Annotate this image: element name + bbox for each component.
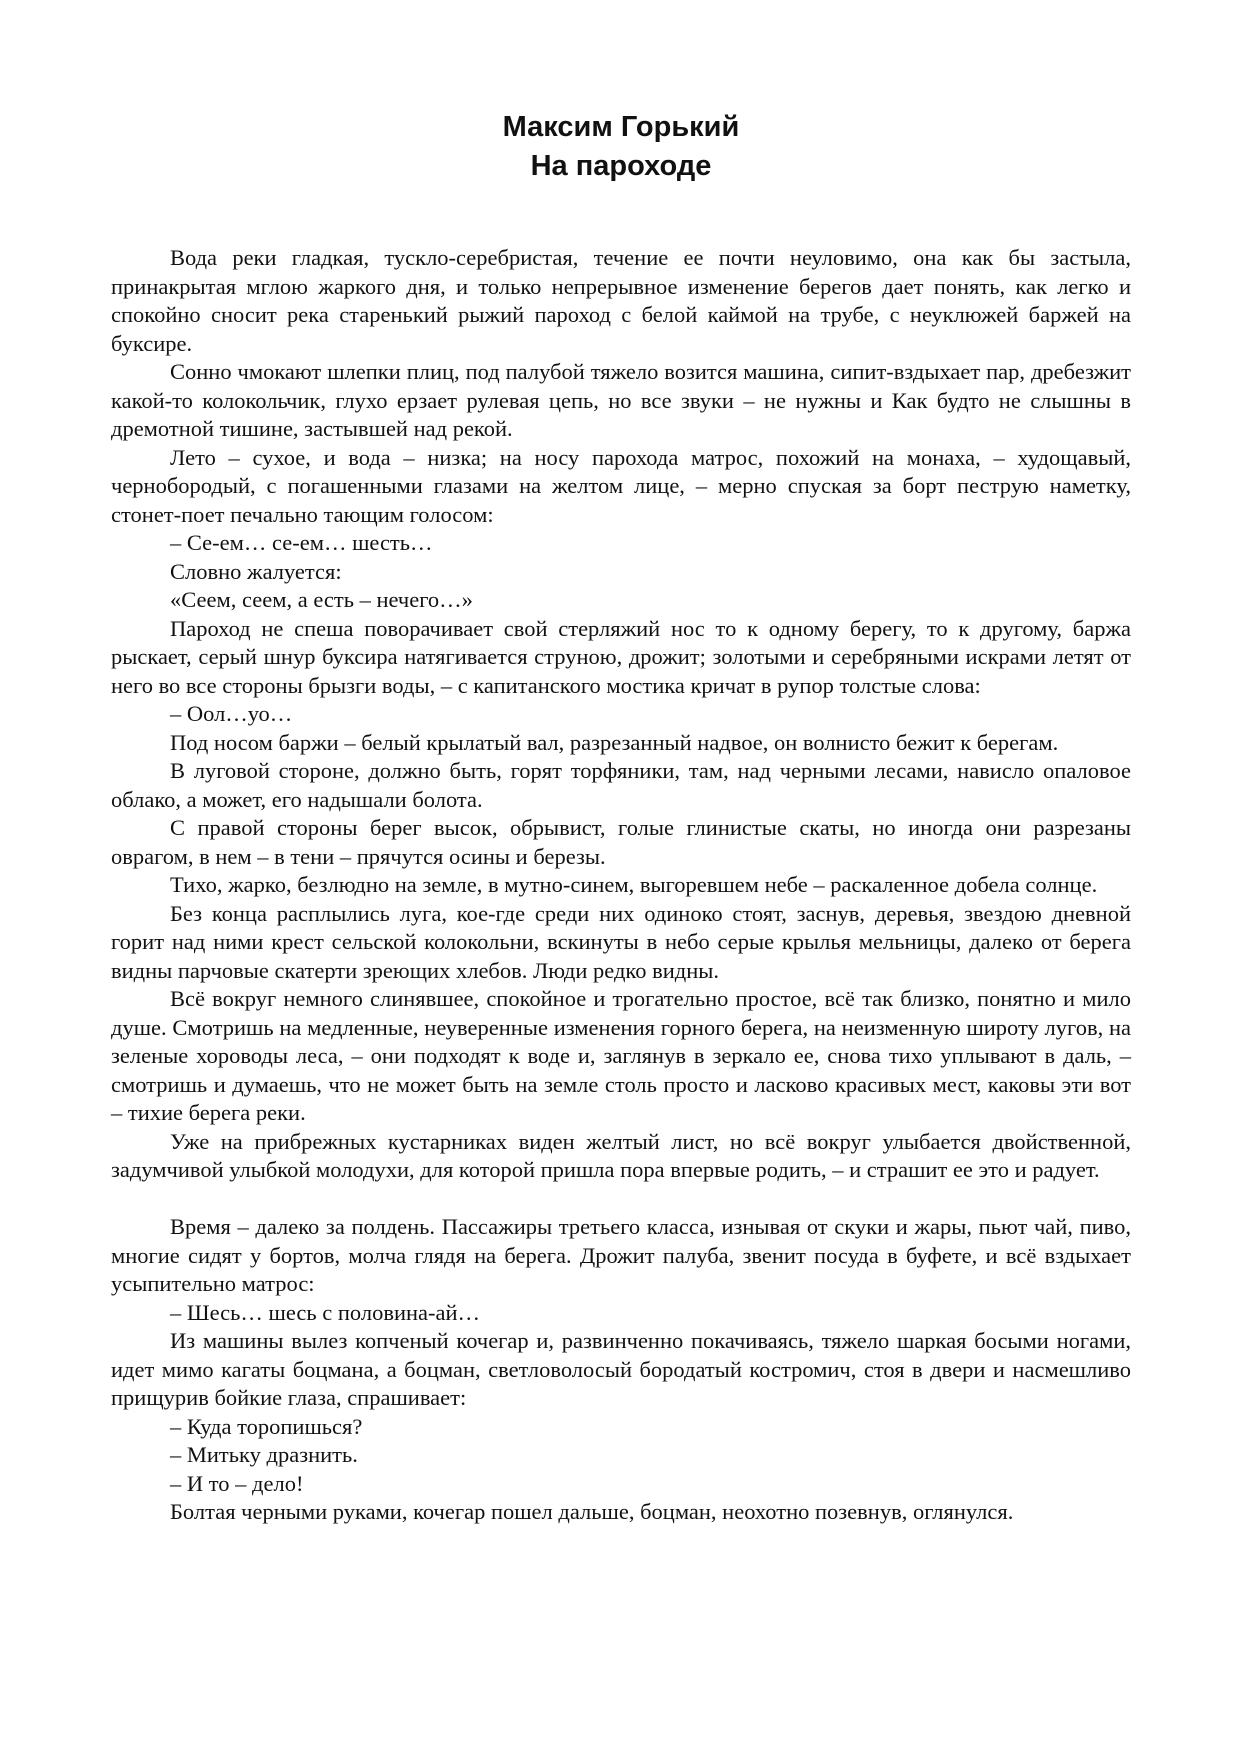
paragraph: Под носом баржи – белый крылатый вал, разрезанный надвое, он волнисто бежит к берегам. (170, 729, 1059, 755)
dialogue-line: – Оол…уо… (170, 701, 293, 726)
paragraph: В луговой стороне, должно быть, горят торфяники, там, над черными лесами, нависло опаловое облако, а может, его надышали болота. (111, 758, 1131, 812)
paragraph: Время – далеко за полдень. Пассажиры третьего класса, изнывая от скуки и жары, пьют чай, пиво, многие сидят у бортов, молча глядя на берега. Дрожит палуба, звенит посуда в буфете, и всё вздыхает усыпительно матрос: (111, 1214, 1131, 1296)
paragraph: Всё вокруг немного слинявшее, спокойное и трогательно простое, всё так близко, понятно и мило душе. Смотришь на медленные, неуверенные изменения горного берега, на неизменную широту лугов, на зеленые хороводы леса, – они подходят к воде и, заглянув в зеркало ее, снова тихо уплывают в даль, – смотришь и думаешь, что не может быть на земле столь просто и ласково красивых мест, каковы эти вот – тихие берега реки. (111, 986, 1131, 1125)
dialogue-line: – И то – дело! (170, 1470, 304, 1496)
paragraph: Тихо, жарко, безлюдно на земле, в мутно-синем, выгоревшем небе – раскаленное добела солнце. (170, 872, 1098, 897)
paragraph: Из машины вылез копченый кочегар и, развинченно покачиваясь, тяжело шаркая босыми ногами, идет мимо кагаты боцмана, а боцман, светловолосый бородатый костромич, стоя в двери и насмешливо прищурив бойкие глаза, спрашивает: (111, 1328, 1131, 1410)
paragraph: Уже на прибрежных кустарниках виден желтый лист, но всё вокруг улыбается двойственной, задумчивой улыбкой молодухи, для которой пришла пора впервые родить, – и страшит ее это и радует. (111, 1128, 1131, 1182)
paragraph: Словно жалуется: (170, 558, 342, 584)
document-header (0, 108, 1242, 186)
paragraph: Вода реки гладкая, тускло-серебристая, течение ее почти неуловимо, она как бы застыла, принакрытая мглою жаркого дня, и только непрерывное изменение берегов дает понять, как легко и спокойно сносит река старенький рыжий пароход с белой каймой на трубе, с неуклюжей баржей на буксире. (111, 245, 1131, 356)
paragraph: Без конца расплылись луга, кое-где среди них одиноко стоят, заснув, деревья, звездою дневной горит над ними крест сельской колокольни, вскинуты в небо серые крылья мельницы, далеко от берега видны парчовые скатерти зреющих хлебов. Люди редко видны. (111, 900, 1131, 983)
paragraph: Пароход не спеша поворачивает свой стерляжий нос то к одному берегу, то к другому, баржа рыскает, серый шнур буксира натягивается струною, дрожит; золотыми и серебряными искрами летят от него во все стороны брызги воды, – с капитанского мостика кричат в рупор толстые слова: (111, 615, 1131, 698)
document-title: На пароходе (530, 150, 712, 182)
paragraph: Сонно чмокают шлепки плиц, под палубой тяжело возится машина, сипит-вздыхает пар, дребезжит какой-то колокольчик, глухо ерзает рулевая цепь, но все звуки – не нужны и Как будто не слышны в дремотной тишине, застывшей над рекой. (111, 359, 1131, 441)
document-body (111, 244, 1131, 1527)
author-name: Максим Горький (502, 111, 740, 143)
dialogue-line: – Митьку дразнить. (170, 1442, 358, 1467)
paragraph: С правой стороны берег высок, обрывист, голые глинистые скаты, но иногда они разрезаны оврагом, в нем – в тени – прячутся осины и березы. (111, 815, 1131, 869)
quote-line: «Сеем, сеем, а есть – нечего…» (170, 587, 473, 612)
dialogue-line: – Куда торопишься? (170, 1413, 363, 1439)
paragraph: Болтая черными руками, кочегар пошел дальше, боцман, неохотно позевнув, оглянулся. (170, 1499, 1014, 1524)
dialogue-line: – Шесь… шесь с половина-ай… (170, 1299, 481, 1325)
paragraph: Лето – сухое, и вода – низка; на носу парохода матрос, похожий на монаха, – худощавый, чернобородый, с погашенными глазами на желтом лице, – мерно спуская за борт пеструю наметку, стонет-поет печально тающим голосом: (111, 444, 1131, 527)
dialogue-line: – Се-ем… се-ем… шесть… (170, 530, 433, 555)
